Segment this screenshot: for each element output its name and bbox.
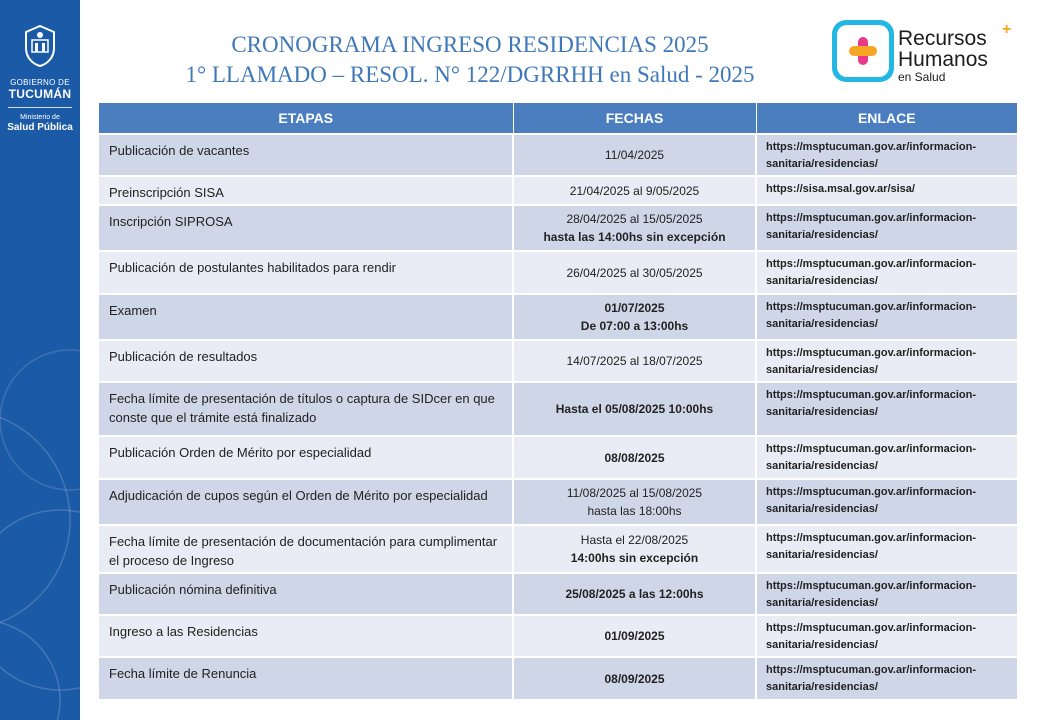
date-cell: [513, 615, 756, 657]
sidebar: [0, 0, 80, 720]
date-line: 14:00hs sin excepción: [570, 551, 699, 565]
date-line: 11/08/2025 al 15/08/2025: [566, 486, 703, 500]
link-cell[interactable]: [756, 251, 1017, 294]
government-crest-icon: [20, 24, 60, 68]
table-row: [99, 525, 1017, 573]
table-row: [99, 340, 1017, 382]
link-line[interactable]: https://msptucuman.gov.ar/informacion-: [766, 443, 977, 455]
date-cell: [513, 205, 756, 251]
link-line[interactable]: https://msptucuman.gov.ar/informacion-: [766, 532, 977, 544]
date-line: hasta las 18:00hs: [587, 504, 682, 518]
stage-cell: Publicación nómina definitiva: [99, 573, 513, 615]
date-line: 14/07/2025 al 18/07/2025: [566, 354, 703, 368]
table-row: [99, 382, 1017, 436]
stage-cell: Fecha límite de presentación de documentación para cumplimentar el proceso de Ingreso: [99, 525, 513, 573]
table-row: [99, 176, 1017, 205]
link-cell[interactable]: [756, 205, 1017, 251]
link-cell[interactable]: [756, 615, 1017, 657]
date-line: De 07:00 a 13:00hs: [580, 319, 689, 333]
schedule-table: [99, 103, 1017, 699]
link-line[interactable]: https://msptucuman.gov.ar/informacion-: [766, 622, 977, 634]
stage-cell: Fecha límite de Renuncia: [99, 657, 513, 699]
logo-badge-icon: [832, 20, 894, 82]
stage-cell: Inscripción SIPROSA: [99, 205, 513, 251]
link-line[interactable]: https://msptucuman.gov.ar/informacion-: [766, 212, 977, 224]
gov-line1: GOBIERNO DE: [10, 78, 70, 87]
link-cell[interactable]: [756, 382, 1017, 436]
stage-cell: Publicación de vacantes: [99, 134, 513, 176]
date-cell: [513, 134, 756, 176]
stage-cell: Fecha límite de presentación de títulos o captura de SIDcer en que conste que el trámite está finalizado: [99, 382, 513, 436]
link-line[interactable]: sanitaria/residencias/: [766, 681, 878, 693]
date-cell: [513, 479, 756, 525]
stage-cell: Preinscripción SISA: [99, 176, 513, 205]
date-line: Hasta el 05/08/2025 10:00hs: [555, 402, 714, 416]
link-line[interactable]: https://msptucuman.gov.ar/informacion-: [766, 580, 977, 592]
link-line[interactable]: https://msptucuman.gov.ar/informacion-: [766, 664, 977, 676]
stage-cell: Ingreso a las Residencias: [99, 615, 513, 657]
link-line[interactable]: sanitaria/residencias/: [766, 158, 878, 170]
date-line: hasta las 14:00hs sin excepción: [543, 230, 726, 244]
date-line: 26/04/2025 al 30/05/2025: [566, 265, 703, 280]
link-line[interactable]: sanitaria/residencias/: [766, 460, 878, 472]
date-line: 28/04/2025 al 15/05/2025: [566, 212, 703, 226]
page-title: CRONOGRAMA INGRESO RESIDENCIAS 2025: [231, 32, 709, 57]
date-cell: [513, 382, 756, 436]
ministry-line1: Ministerio de: [20, 114, 60, 121]
plus-icon: +: [1002, 21, 1012, 38]
page-subtitle: 1° LLAMADO – RESOL. N° 122/DGRRHH en Salud - 2025: [185, 62, 755, 87]
link-cell[interactable]: [756, 340, 1017, 382]
table-row: [99, 134, 1017, 176]
link-cell[interactable]: [756, 525, 1017, 573]
link-line[interactable]: sanitaria/residencias/: [766, 364, 878, 376]
table-row: [99, 657, 1017, 699]
logo-text-line3: en Salud: [898, 70, 946, 84]
table-row: [99, 615, 1017, 657]
date-cell: [513, 251, 756, 294]
link-line[interactable]: sanitaria/residencias/: [766, 549, 878, 561]
date-cell: [513, 573, 756, 615]
link-cell[interactable]: [756, 176, 1017, 205]
link-line[interactable]: https://msptucuman.gov.ar/informacion-: [766, 347, 977, 359]
stage-cell: Publicación de postulantes habilitados para rendir: [99, 251, 513, 294]
link-line[interactable]: sanitaria/residencias/: [766, 503, 878, 515]
date-line: Hasta el 22/08/2025: [580, 533, 689, 547]
link-line[interactable]: sanitaria/residencias/: [766, 597, 878, 609]
link-line[interactable]: sanitaria/residencias/: [766, 275, 878, 287]
date-line: 25/08/2025 a las 12:00hs: [565, 587, 704, 601]
date-cell: [513, 294, 756, 340]
header-fechas: FECHAS: [513, 103, 756, 134]
link-line[interactable]: https://msptucuman.gov.ar/informacion-: [766, 301, 977, 313]
stage-cell: Publicación Orden de Mérito por especialidad: [99, 436, 513, 479]
date-cell: [513, 340, 756, 382]
link-cell[interactable]: [756, 479, 1017, 525]
date-line: 21/04/2025 al 9/05/2025: [569, 183, 700, 198]
link-cell[interactable]: [756, 657, 1017, 699]
date-line: 11/04/2025: [604, 148, 665, 162]
link-line[interactable]: https://msptucuman.gov.ar/informacion-: [766, 486, 977, 498]
link-line[interactable]: sanitaria/residencias/: [766, 318, 878, 330]
date-cell: [513, 436, 756, 479]
stage-cell: Publicación de resultados: [99, 340, 513, 382]
link-cell[interactable]: [756, 134, 1017, 176]
link-line[interactable]: https://sisa.msal.gov.ar/sisa/: [766, 183, 915, 195]
date-cell: [513, 657, 756, 699]
date-line: 08/08/2025: [604, 450, 665, 465]
gov-line2: TUCUMÁN: [8, 87, 72, 101]
table-row: [99, 251, 1017, 294]
header-etapas: ETAPAS: [99, 103, 513, 134]
link-line[interactable]: sanitaria/residencias/: [766, 229, 878, 241]
stage-cell: Adjudicación de cupos según el Orden de Mérito por especialidad: [99, 479, 513, 525]
logo-text-line2: Humanos: [898, 48, 988, 71]
stage-cell: Examen: [99, 294, 513, 340]
date-line: 01/09/2025: [604, 629, 665, 643]
logo-text-line1: Recursos: [898, 27, 987, 50]
table-row: [99, 205, 1017, 251]
link-line[interactable]: https://msptucuman.gov.ar/informacion-: [766, 141, 977, 153]
date-line: 08/09/2025: [604, 671, 665, 686]
date-cell: [513, 176, 756, 205]
table-row: [99, 294, 1017, 340]
link-line[interactable]: sanitaria/residencias/: [766, 406, 878, 418]
link-line[interactable]: sanitaria/residencias/: [766, 639, 878, 651]
link-line[interactable]: https://msptucuman.gov.ar/informacion-: [766, 258, 977, 270]
table-header-row: [99, 103, 1017, 134]
link-cell[interactable]: [756, 436, 1017, 479]
table-row: [99, 573, 1017, 615]
date-line: 01/07/2025: [604, 301, 665, 315]
header-enlace: ENLACE: [756, 103, 1017, 134]
decorative-arcs: [0, 0, 80, 720]
ministry-line2: Salud Pública: [7, 122, 73, 133]
table-row: [99, 436, 1017, 479]
divider: [8, 107, 72, 108]
link-line[interactable]: https://msptucuman.gov.ar/informacion-: [766, 389, 977, 401]
date-cell: [513, 525, 756, 573]
rrhh-logo: [832, 20, 1022, 86]
link-cell[interactable]: [756, 294, 1017, 340]
link-cell[interactable]: [756, 573, 1017, 615]
table-row: [99, 479, 1017, 525]
